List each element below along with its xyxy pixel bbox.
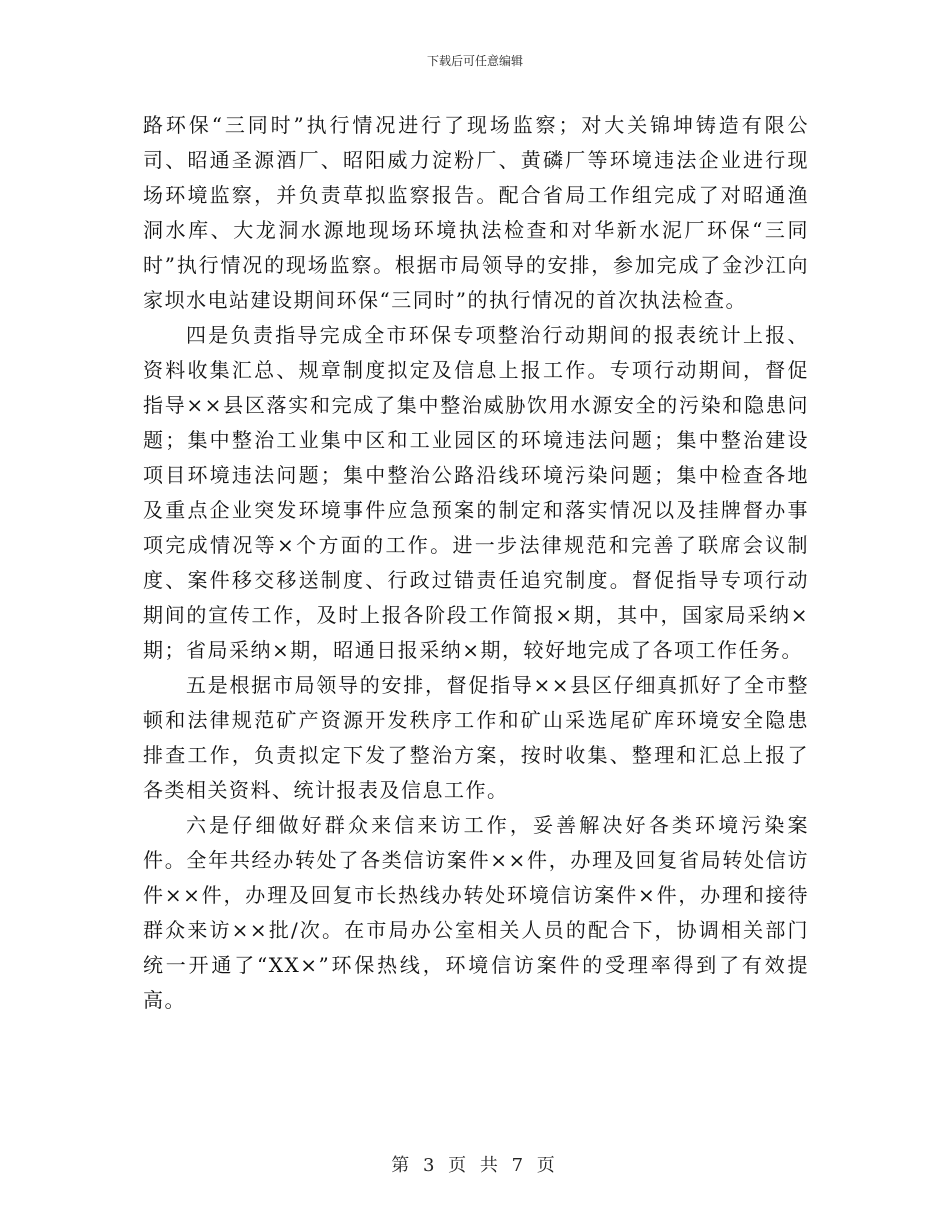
paragraph-item-four: 四是负责指导完成全市环保专项整治行动期间的报表统计上报、资料收集汇总、规章制度拟定及信息上报工作。专项行动期间，督促指导××县区落实和完成了集中整治威胁饮用水源安全的污染和隐患问题；集中整治工业集中区和工业园区的环境违法问题；集中整治建设项目环境违法问题；集中整治公路沿线环境污染问题；集中检查各地及重点企业突发环境事件应急预案的制定和落实情况以及挂牌督办事项完成情况等×个方面的工作。进一步法律规范和完善了联席会议制度、案件移交移送制度、行政过错责任追究制度。督促指导专项行动期间的宣传工作，及时上报各阶段工作简报×期，其中，国家局采纳×期；省局采纳×期，昭通日报采纳×期，较好地完成了各项工作任务。 <box>143 323 809 662</box>
document-body <box>143 108 809 1018</box>
paragraph-item-six: 六是仔细做好群众来信来访工作，妥善解决好各类环境污染案件。全年共经办转处了各类信访案件××件，办理及回复省局转处信访件××件，办理及回复市长热线办转处环境信访案件×件，办理和接待群众来访××批/次。在市局办公室相关人员的配合下，协调相关部门统一开通了“XX×”环保热线，环境信访案件的受理率得到了有效提高。 <box>143 813 809 1012</box>
paragraph-continuation: 路环保“三同时”执行情况进行了现场监察；对大关锦坤铸造有限公司、昭通圣源酒厂、昭阳威力淀粉厂、黄磷厂等环境违法企业进行现场环境监察，并负责草拟监察报告。配合省局工作组完成了对昭通渔洞水库、大龙洞水源地现场环境执法检查和对华新水泥厂环保“三同时”执行情况的现场监察。根据市局领导的安排，参加完成了金沙江向家坝水电站建设期间环保“三同时”的执行情况的首次执法检查。 <box>143 113 809 312</box>
paragraph-item-five: 五是根据市局领导的安排，督促指导××县区仔细真抓好了全市整顿和法律规范矿产资源开发秩序工作和矿山采选尾矿库环境安全隐患排查工作，负责拟定下发了整治方案，按时收集、整理和汇总上报了各类相关资料、统计报表及信息工作。 <box>143 673 809 802</box>
page-header: 下载后可任意编辑 <box>426 54 523 68</box>
page-number-footer: 第 3 页 共 7 页 <box>391 1155 559 1176</box>
